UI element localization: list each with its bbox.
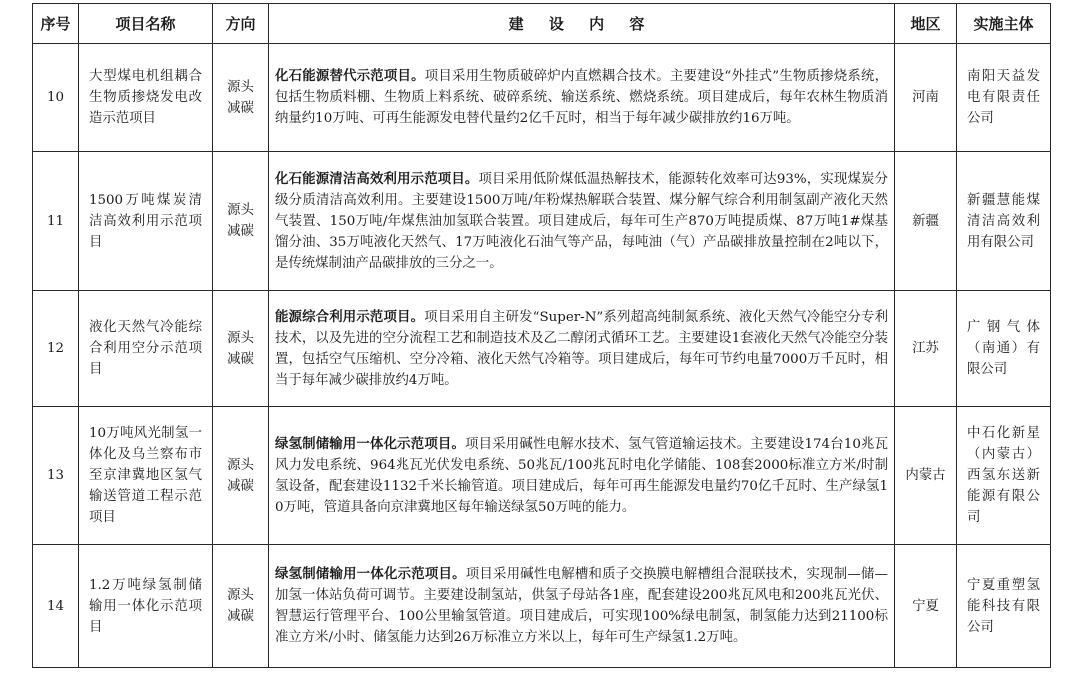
project-direction: 源头减碳 bbox=[213, 545, 269, 668]
project-content bbox=[269, 407, 895, 545]
header-num: 序号 bbox=[33, 4, 79, 44]
content-text: 项目采用低阶煤低温热解技术，能源转化效率可达93%，实现煤炭分级分质清洁高效利用。主要建设1500万吨/年粉煤热解联合装置、煤分解气综合利用制氢副产液化天然气装置、150万吨/年煤焦油加氢联合装置。项目建成后，每年可生产870万吨提质煤、87万吨1#煤基馏分油、35万吨液化天然气、17万吨液化石油气等产品，每吨油（气）产品碳排放量控制在2吨以下，是传统煤制油产品碳排放的三分之一。 bbox=[275, 171, 888, 271]
project-direction: 源头减碳 bbox=[213, 44, 269, 152]
project-org: 中石化新星（内蒙古）西氢东送新能源有限公司 bbox=[957, 407, 1051, 545]
header-name: 项目名称 bbox=[79, 4, 213, 44]
content-text: 项目采用自主研发“Super-N”系列超高纯制氮系统、液化天然气冷能空分专利技术，以及先进的空分流程工艺和制造技术及乙二醇闭式循环工艺。主要建设1套液化天然气冷能空分装置，包括空气压缩机、空分冷箱、液化天然气冷箱等。项目建成后，每年可节约电量7000万千瓦时，相当于每年减少碳排放约4万吨。 bbox=[275, 309, 888, 388]
header-content: 建 设 内 容 bbox=[269, 4, 895, 44]
project-content bbox=[269, 545, 895, 668]
project-org: 广钢气体（南通）有限公司 bbox=[957, 291, 1051, 407]
project-direction: 源头减碳 bbox=[213, 291, 269, 407]
project-direction: 源头减碳 bbox=[213, 407, 269, 545]
project-direction: 源头减碳 bbox=[213, 152, 269, 291]
header-org: 实施主体 bbox=[957, 4, 1051, 44]
project-content bbox=[269, 44, 895, 152]
project-region: 河南 bbox=[895, 44, 957, 152]
content-text: 项目采用生物质破碎炉内直燃耦合技术。主要建设“外挂式”生物质掺烧系统，包括生物质料棚、生物质上料系统、破碎系统、输送系统、燃烧系统。项目建成后，每年农林生物质消纳量约10万吨、可再生能源发电替代量约2亿千瓦时，相当于每年减少碳排放约16万吨。 bbox=[275, 69, 888, 126]
row-num: 11 bbox=[33, 152, 79, 291]
project-content bbox=[269, 152, 895, 291]
project-region: 宁夏 bbox=[895, 545, 957, 668]
project-region: 新疆 bbox=[895, 152, 957, 291]
project-region: 内蒙古 bbox=[895, 407, 957, 545]
row-num: 13 bbox=[33, 407, 79, 545]
project-org: 南阳天益发电有限责任公司 bbox=[957, 44, 1051, 152]
projects-table bbox=[32, 3, 1051, 668]
table-header-row bbox=[33, 4, 1051, 44]
table-row bbox=[33, 152, 1051, 291]
content-tag: 化石能源清洁高效利用示范项目。 bbox=[275, 171, 479, 187]
content-text: 项目采用碱性电解槽和质子交换膜电解槽组合混联技术，实现制—储—加氢一体站负荷可调节。主要建设制氢站，供氢子母站各1座，配套建设200兆瓦风电和200兆瓦光伏、智慧运行管理平台、100公里输氢管道。项目建成后，可实现100%绿电制氢，制氢能力达到21100标准立方米/小时、储氢能力达到26万标准立方米以上，每年可生产绿氢1.2万吨。 bbox=[275, 567, 889, 645]
content-tag: 绿氢制储输用一体化示范项目。 bbox=[275, 567, 466, 582]
project-content bbox=[269, 291, 895, 407]
projects-table-container bbox=[32, 3, 1051, 668]
project-name: 1.2万吨绿氢制储输用一体化示范项目 bbox=[79, 545, 213, 668]
content-tag: 能源综合利用示范项目。 bbox=[275, 309, 425, 325]
table-row bbox=[33, 407, 1051, 545]
project-org: 宁夏重塑氢能科技有限公司 bbox=[957, 545, 1051, 668]
table-row bbox=[33, 545, 1051, 668]
content-tag: 绿氢制储输用一体化示范项目。 bbox=[275, 436, 466, 452]
project-org: 新疆慧能煤清洁高效利用有限公司 bbox=[957, 152, 1051, 291]
table-row bbox=[33, 291, 1051, 407]
project-name: 1500万吨煤炭清洁高效利用示范项目 bbox=[79, 152, 213, 291]
header-direction: 方向 bbox=[213, 4, 269, 44]
project-name: 大型煤电机组耦合生物质掺烧发电改造示范项目 bbox=[79, 44, 213, 152]
header-region: 地区 bbox=[895, 4, 957, 44]
content-text: 项目采用碱性电解水技术、氢气管道输运技术。主要建设174台10兆瓦风力发电系统、964兆瓦光伏发电系统、50兆瓦/100兆瓦时电化学储能、108套2000标准立方米/时制氢设备，配套建设1132千米长输管道。项目建成后，每年可再生能源发电量约70亿千瓦时、生产绿氢10万吨，管道具备向京津冀地区每年输送绿氢50万吨的能力。 bbox=[275, 436, 888, 515]
row-num: 10 bbox=[33, 44, 79, 152]
project-name: 10万吨风光制氢一体化及乌兰察布市至京津冀地区氢气输送管道工程示范项目 bbox=[79, 407, 213, 545]
table-row bbox=[33, 44, 1051, 152]
row-num: 12 bbox=[33, 291, 79, 407]
project-region: 江苏 bbox=[895, 291, 957, 407]
project-name: 液化天然气冷能综合利用空分示范项目 bbox=[79, 291, 213, 407]
row-num: 14 bbox=[33, 545, 79, 668]
content-tag: 化石能源替代示范项目。 bbox=[275, 69, 425, 84]
